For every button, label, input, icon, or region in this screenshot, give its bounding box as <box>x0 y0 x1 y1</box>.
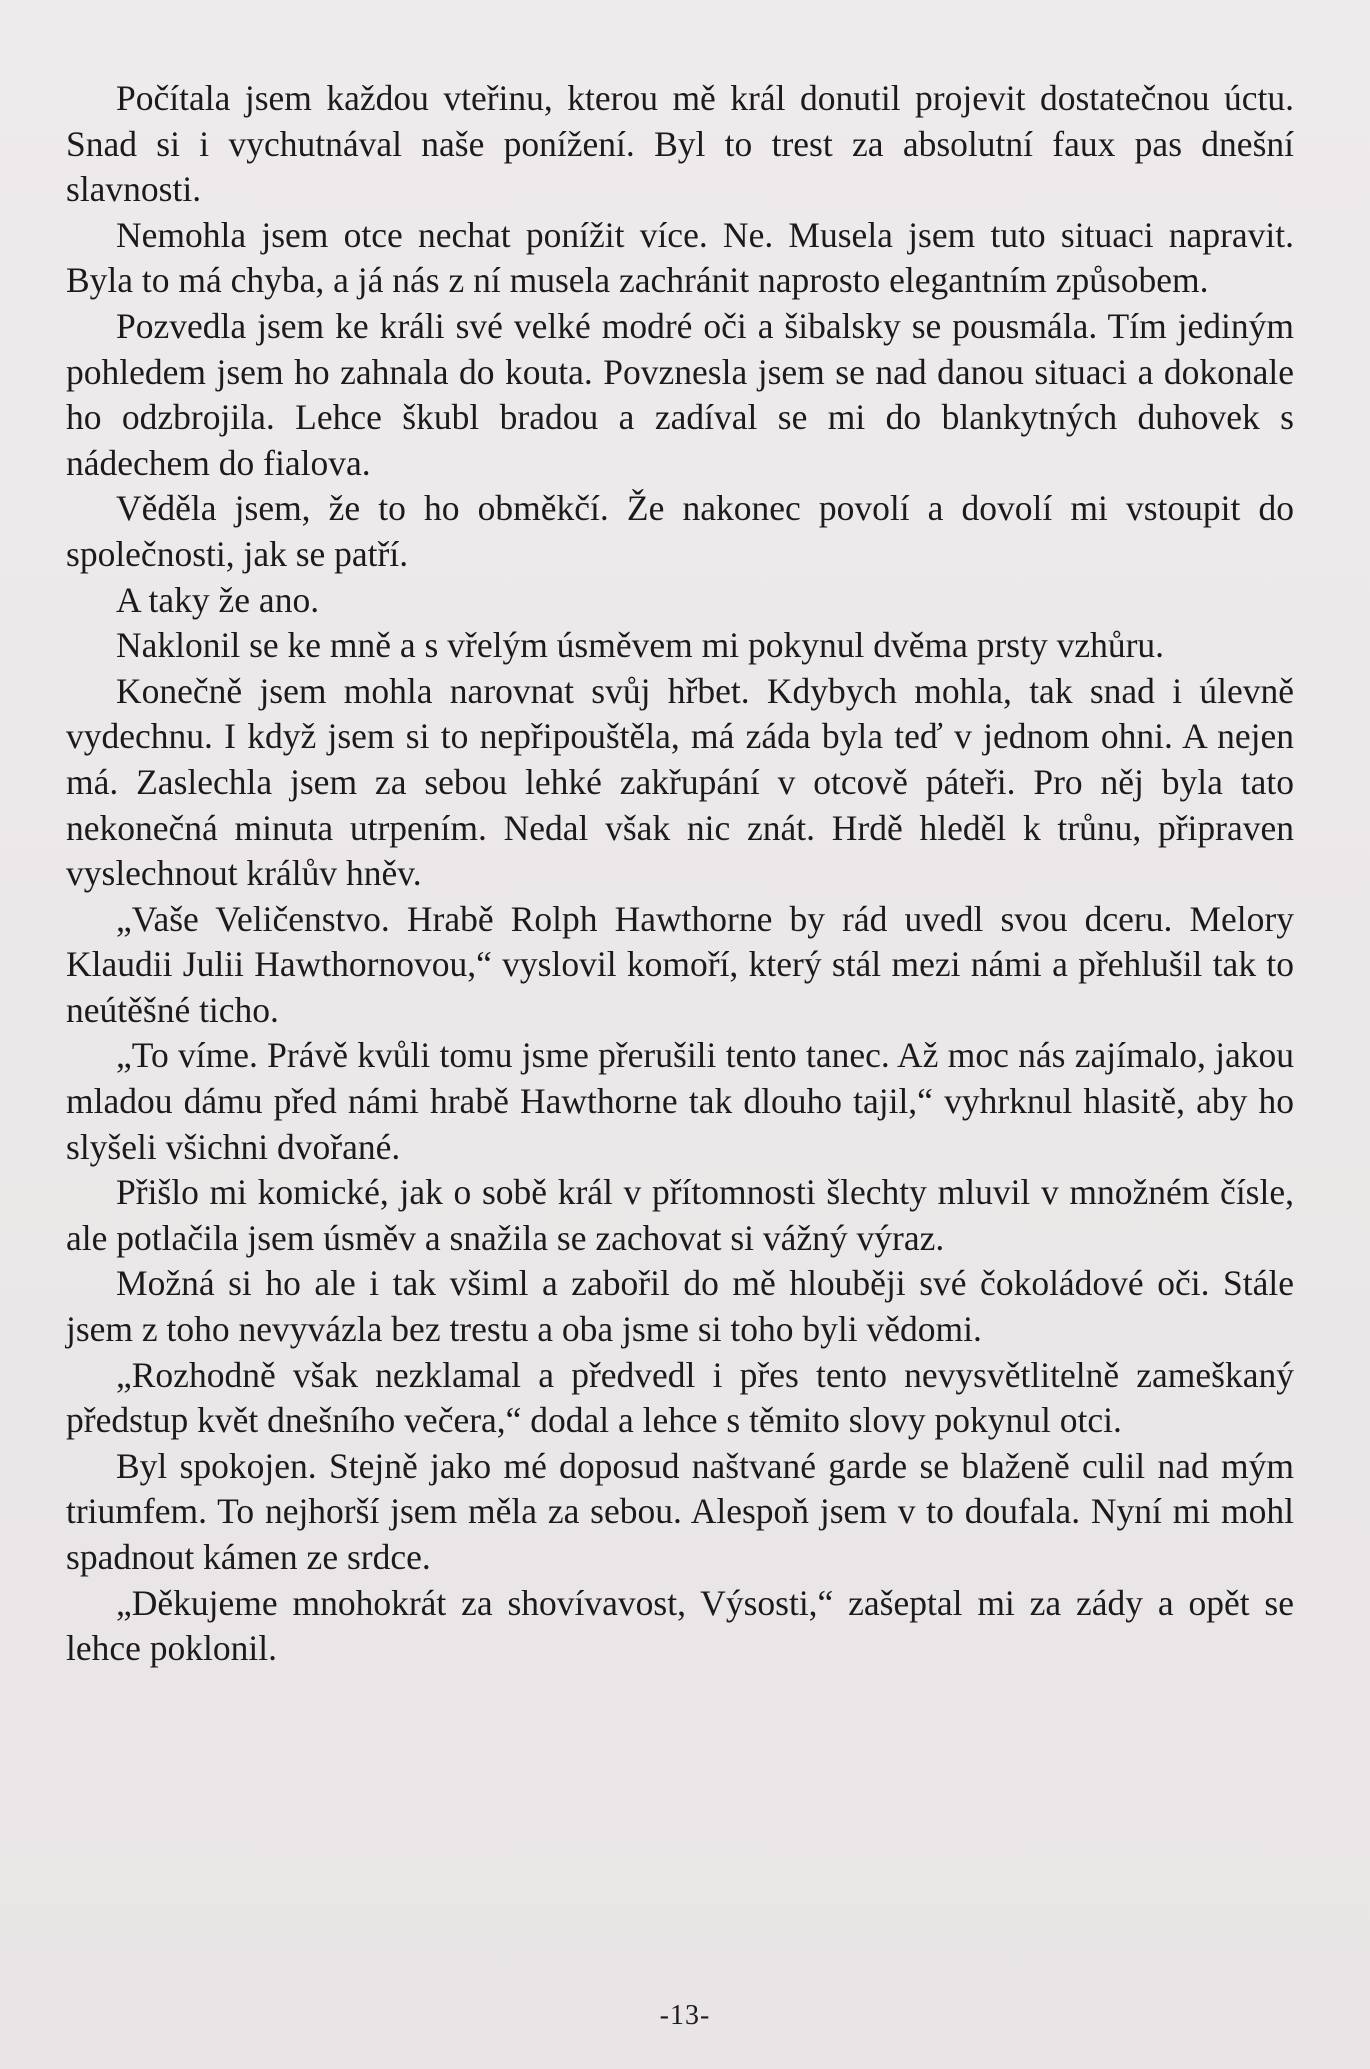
paragraph: Byl spokojen. Stejně jako mé doposud naštvané garde se blaženě culil nad mým triumfem. To nejhorší jsem měla za sebou. Alespoň jsem v to doufala. Nyní mi mohl spadnout kámen ze srdce. <box>66 1445 1294 1577</box>
paragraph: Naklonil se ke mně a s vřelým úsměvem mi pokynul dvěma prsty vzhůru. <box>116 625 1165 666</box>
paragraph: „Vaše Veličenstvo. Hrabě Rolph Hawthorne by rád uvedl svou dceru. Melory Klaudii Julii Hawthornovou,“ vyslovil komoří, který stál mezi námi a přehlušil tak to neútěšné ticho. <box>66 898 1294 1030</box>
paragraph: Nemohla jsem otce nechat ponížit více. Ne. Musela jsem tuto situaci napravit. Byla to má chyba, a já nás z ní musela zachránit naprosto elegantním způsobem. <box>66 214 1294 301</box>
paragraph: „To víme. Právě kvůli tomu jsme přerušili tento tanec. Až moc nás zajímalo, jakou mladou dámu před námi hrabě Hawthorne tak dlouho tajil,“ vyhrknul hlasitě, aby ho slyšeli všichni dvořané. <box>66 1035 1294 1167</box>
paragraph: Přišlo mi komické, jak o sobě král v přítomnosti šlechty mluvil v množném čísle, ale potlačila jsem úsměv a snažila se zachovat si vážný výraz. <box>66 1172 1294 1258</box>
paragraph: Konečně jsem mohla narovnat svůj hřbet. Kdybych mohla, tak snad i úlevně vydechnu. I když jsem si to nepřipouštěla, má záda byla teď v jednom ohni. A nejen má. Zaslechla jsem za sebou lehké zakřupání v otcově páteři. Pro něj byla tato nekonečná minuta utrpením. Nedal však nic znát. Hrdě hleděl k trůnu, připraven vyslechnout králův hněv. <box>66 670 1294 894</box>
page-number: -13- <box>659 2000 711 2031</box>
paragraph: A taky že ano. <box>116 579 320 620</box>
paragraph: Věděla jsem, že to ho obměkčí. Že nakonec povolí a dovolí mi vstoupit do společnosti, jak se patří. <box>66 488 1294 574</box>
paragraph: Možná si ho ale i tak všiml a zabořil do mě hlouběji své čokoládové oči. Stále jsem z toho nevyvázla bez trestu a oba jsme si toho byli vědomi. <box>66 1263 1294 1350</box>
paragraph: „Děkujeme mnohokrát za shovívavost, Výsosti,“ zašeptal mi za zády a opět se lehce poklonil. <box>66 1582 1294 1669</box>
paragraph: Počítala jsem každou vteřinu, kterou mě král donutil projevit dostatečnou úctu. Snad si i vychutnával naše ponížení. Byl to trest za absolutní faux pas dnešní slavnosti. <box>66 78 1294 210</box>
paragraph: Pozvedla jsem ke králi své velké modré oči a šibalsky se pousmála. Tím jediným pohledem jsem ho zahnala do kouta. Povznesla jsem se nad danou situaci a dokonale ho odzbrojila. Lehce škubl bradou a zadíval se mi do blankytných duhovek s nádechem do fialova. <box>66 305 1294 483</box>
page-body <box>66 76 1294 1672</box>
paragraph: „Rozhodně však nezklamal a předvedl i přes tento nevysvětlitelně zameškaný předstup květ dnešního večera,“ dodal a lehce s těmito slovy pokynul otci. <box>66 1354 1294 1441</box>
